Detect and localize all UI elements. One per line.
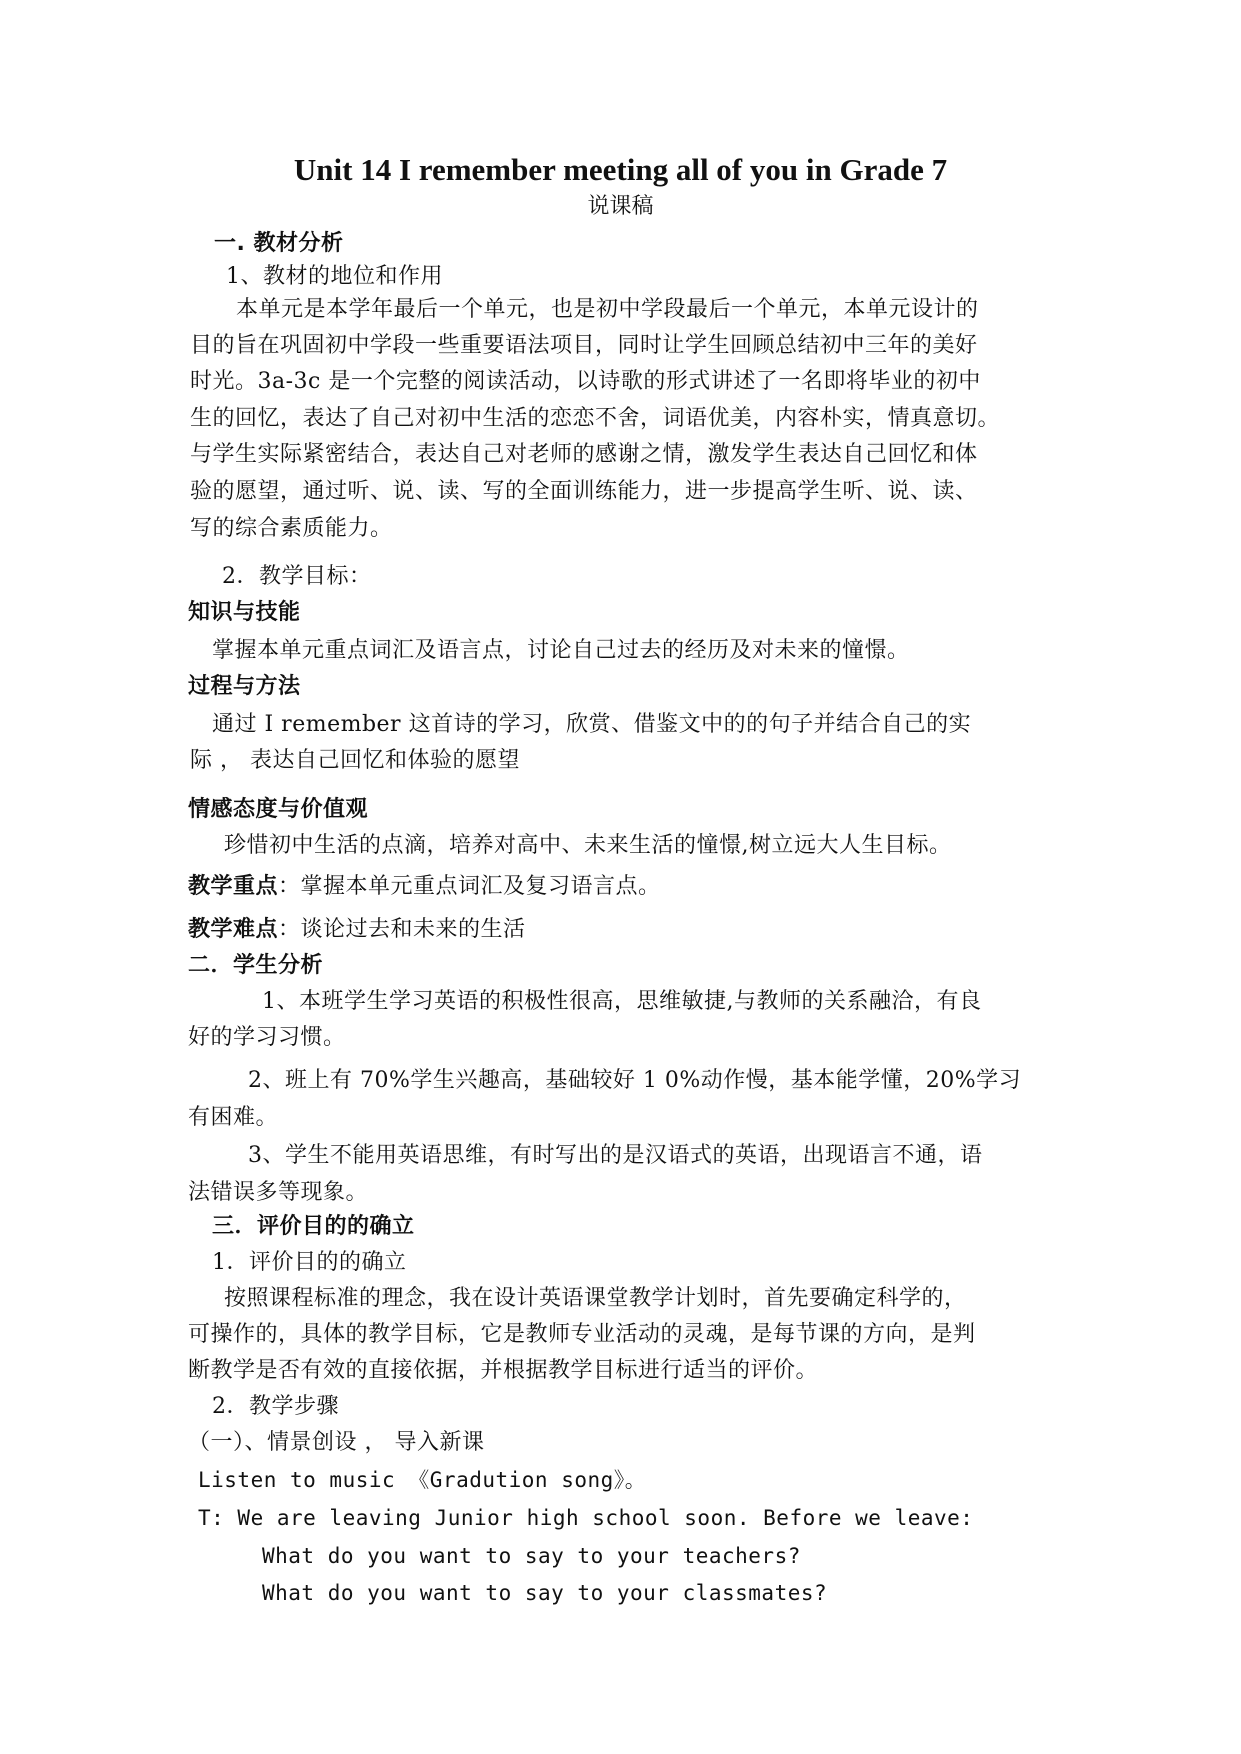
goal-process-text: 际 ， 表达自己回忆和体验的愿望 xyxy=(190,748,520,773)
goal-process-text: 通过 I remember 这首诗的学习，欣赏、借鉴文中的的句子并结合自己的实 xyxy=(212,712,972,737)
student-analysis-line: 3、学生不能用英语思维，有时写出的是汉语式的英语，出现语言不通，语 xyxy=(248,1143,983,1168)
step-1-line: Listen to music 《Gradution song》。 xyxy=(198,1468,647,1492)
section-1-para-line: 写的综合素质能力。 xyxy=(190,516,393,541)
difficult-point xyxy=(188,915,526,945)
section-1-para-line: 验的愿望，通过听、说、读、写的全面训练能力，进一步提高学生听、说、读、 xyxy=(190,479,978,504)
student-analysis-line: 法错误多等现象。 xyxy=(188,1180,369,1205)
key-point xyxy=(188,872,661,902)
step-1-line: What do you want to say to your classmates? xyxy=(262,1581,828,1605)
section-1-para-line: 与学生实际紧密结合，表达自己对老师的感谢之情，激发学生表达自己回忆和体 xyxy=(190,442,978,467)
section-3-para-line: 可操作的，具体的教学目标，它是教师专业活动的灵魂，是每节课的方向，是判 xyxy=(188,1322,976,1347)
section-1-subheading-2: 2．教学目标： xyxy=(222,564,372,589)
section-3-subheading-1: 1．评价目的的确立 xyxy=(212,1250,407,1275)
section-3-subheading-2: 2．教学步骤 xyxy=(212,1394,339,1419)
document-title: Unit 14 I remember meeting all of you in Grade 7 xyxy=(293,152,948,187)
section-3-heading: 三．评价目的的确立 xyxy=(212,1214,415,1239)
section-3-para-line: 断教学是否有效的直接依据，并根据教学目标进行适当的评价。 xyxy=(188,1358,819,1383)
key-point-text: ：掌握本单元重点词汇及复习语言点。 xyxy=(278,874,661,899)
section-1-para-line: 目的旨在巩固初中学段一些重要语法项目，同时让学生回顾总结初中三年的美好 xyxy=(190,333,978,358)
step-1-line: What do you want to say to your teachers? xyxy=(262,1544,801,1568)
section-1-para-line: 时光。3a-3c 是一个完整的阅读活动，以诗歌的形式讲述了一名即将毕业的初中 xyxy=(190,369,981,394)
section-1-heading: 一. 教材分析 xyxy=(214,231,344,256)
goal-knowledge-text: 掌握本单元重点词汇及语言点，讨论自己过去的经历及对未来的憧憬。 xyxy=(212,638,910,663)
step-1-heading: （一）、情景创设 ， 导入新课 xyxy=(188,1430,485,1455)
difficult-point-label: 教学难点 xyxy=(188,917,279,942)
student-analysis-line: 有困难。 xyxy=(188,1105,279,1130)
section-1-para-line: 本单元是本学年最后一个单元，也是初中学段最后一个单元，本单元设计的 xyxy=(236,297,979,322)
section-3-para-line: 按照课程标准的理念，我在设计英语课堂教学计划时，首先要确定科学的， xyxy=(224,1286,967,1311)
goal-process-heading: 过程与方法 xyxy=(188,674,301,699)
goal-attitude-text: 珍惜初中生活的点滴，培养对高中、未来生活的憧憬,树立远大人生目标。 xyxy=(224,833,952,858)
goal-attitude-heading: 情感态度与价值观 xyxy=(188,797,369,822)
student-analysis-line: 2、班上有 70%学生兴趣高，基础较好 1 0%动作慢，基本能学懂，20%学习 xyxy=(248,1068,1022,1093)
step-1-line: T: We are leaving Junior high school soon. Before we leave: xyxy=(198,1506,974,1530)
difficult-point-text: ：谈论过去和未来的生活 xyxy=(278,917,526,942)
section-1-para-line: 生的回忆，表达了自己对初中生活的恋恋不舍，词语优美，内容朴实，情真意切。 xyxy=(190,406,1001,431)
section-2-heading: 二．学生分析 xyxy=(188,953,324,978)
student-analysis-line: 好的学习习惯。 xyxy=(188,1025,346,1050)
goal-knowledge-heading: 知识与技能 xyxy=(188,600,301,625)
section-1-subheading-1: 1、教材的地位和作用 xyxy=(226,264,443,289)
key-point-label: 教学重点 xyxy=(188,874,279,899)
student-analysis-line: 1、本班学生学习英语的积极性很高，思维敏捷,与教师的关系融洽，有良 xyxy=(262,989,982,1014)
document-subtitle: 说课稿 xyxy=(587,194,654,219)
